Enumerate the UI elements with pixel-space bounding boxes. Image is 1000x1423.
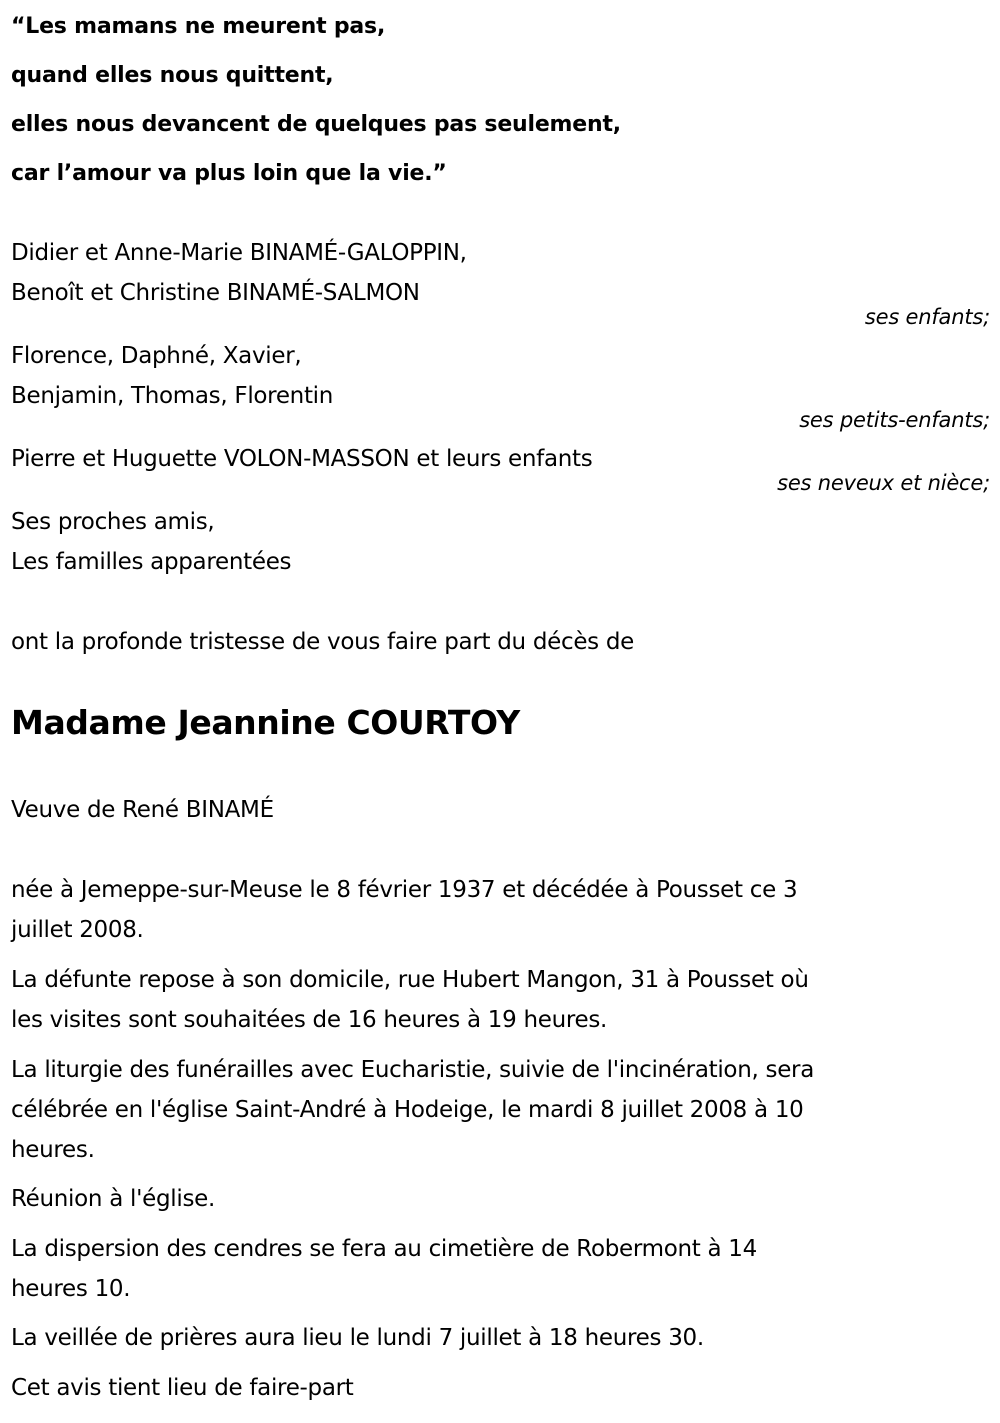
detail-line: heures. [11, 1137, 95, 1163]
deceased-name: Madame Jeannine COURTOY [11, 703, 520, 742]
detail-line: célébrée en l'église Saint-André à Hodeige, le mardi 8 juillet 2008 à 10 [11, 1097, 804, 1123]
family-name: Les familles apparentées [11, 549, 292, 575]
family-name: Florence, Daphné, Xavier, [11, 343, 302, 369]
relation-label: ses enfants; [864, 305, 990, 329]
family-name: Ses proches amis, [11, 509, 215, 535]
detail-meeting: Réunion à l'église. [11, 1186, 215, 1212]
detail-line: La défunte repose à son domicile, rue Hubert Mangon, 31 à Pousset où [11, 967, 809, 993]
relation-label: ses neveux et nièce; [777, 471, 990, 495]
quote-line: “Les mamans ne meurent pas, [11, 14, 386, 39]
widow-of-text: Veuve de René BINAMÉ [11, 797, 274, 823]
quote-line: quand elles nous quittent, [11, 63, 334, 88]
detail-line: née à Jemeppe-sur-Meuse le 8 février 1937 et décédée à Pousset ce 3 [11, 877, 798, 903]
announcement-text: ont la profonde tristesse de vous faire part du décès de [11, 629, 635, 655]
detail-line: juillet 2008. [11, 917, 144, 943]
family-name: Benjamin, Thomas, Florentin [11, 383, 334, 409]
detail-line: La dispersion des cendres se fera au cimetière de Robermont à 14 [11, 1236, 757, 1262]
detail-vigil: La veillée de prières aura lieu le lundi 7 juillet à 18 heures 30. [11, 1325, 704, 1351]
family-name: Pierre et Huguette VOLON-MASSON et leurs enfants [11, 446, 593, 472]
detail-line: heures 10. [11, 1276, 131, 1302]
family-name: Benoît et Christine BINAMÉ-SALMON [11, 280, 420, 306]
quote-line: elles nous devancent de quelques pas seulement, [11, 112, 621, 137]
relation-label: ses petits-enfants; [799, 408, 990, 432]
family-name: Didier et Anne-Marie BINAMÉ-GALOPPIN, [11, 240, 467, 266]
detail-line: La liturgie des funérailles avec Eucharistie, suivie de l'incinération, sera [11, 1057, 814, 1083]
detail-line: les visites sont souhaitées de 16 heures à 19 heures. [11, 1007, 608, 1033]
closing-text: Cet avis tient lieu de faire-part [11, 1375, 354, 1401]
quote-line: car l’amour va plus loin que la vie.” [11, 161, 447, 186]
